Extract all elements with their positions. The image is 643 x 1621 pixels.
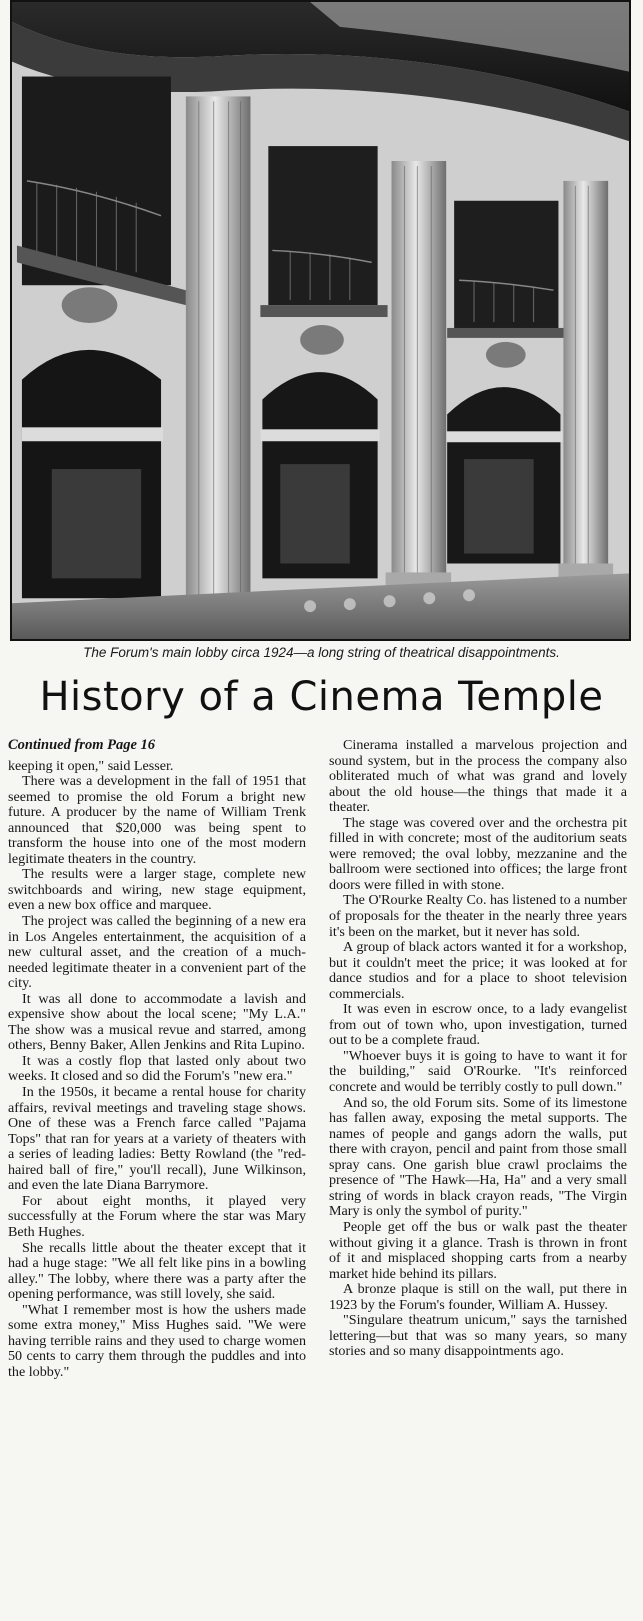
paragraph: The results were a larger stage, complete new switchboards and wiring, new stage equipment, even a new box office and marquee. xyxy=(8,866,306,914)
paragraph: It was a costly flop that lasted only about two weeks. It closed and so did the Forum's "new era." xyxy=(8,1052,306,1085)
paragraph: A group of black actors wanted it for a workshop, but it couldn't meet the price; it was looked at for dance studios and for a place to shoot television commercials. xyxy=(329,939,627,1002)
paragraph: Cinerama installed a marvelous projection and sound system, but in the process the company also obliterated much of what was grand and lovely about the old house—the things that made it a theater. xyxy=(329,737,627,816)
paragraph: For about eight months, it played very successfully at the Forum where the star was Mary Beth Hughes. xyxy=(8,1192,306,1240)
lobby-photo-illustration xyxy=(12,2,629,639)
paragraph: And so, the old Forum sits. Some of its limestone has fallen away, exposing the metal supports. The names of people and gangs adorn the walls, put there with crayon, pencil and paint from those small spray cans. One garish blue crawl proclaims the presence of "The Hawk—Ha, Ha" and a very small string of words in black crayon reads, "The Virgin Mary is only the symbol of purity." xyxy=(329,1094,627,1220)
paragraph: People get off the bus or walk past the theater without giving it a glance. Trash is thrown in front of it and misplaced shopping carts from a nearby market hide behind its pillars. xyxy=(329,1218,627,1282)
paragraph: She recalls little about the theater except that it had a huge stage: "We all felt like pins in a bowling alley." The lobby, where there was a party after the opening performance, was still lovely, she said. xyxy=(8,1239,306,1303)
paragraph: The stage was covered over and the orchestra pit filled in with concrete; most of the auditorium seats were removed; the oval lobby, mezzanine and the ballroom were sectioned into offices; the large front doors were filled in with stone. xyxy=(329,814,627,893)
paragraph: There was a development in the fall of 1951 that seemed to promise the old Forum a bright new future. A producer by the name of William Trenk announced that $20,000 was being spent to transform the house into one of the most modern legitimate theaters in the country. xyxy=(8,773,306,867)
paragraph: It was all done to accommodate a lavish and expensive show about the local scene; "My L.A." The show was a musical revue and starred, among others, Benny Baker, Allen Jenkins and Rita Lupino. xyxy=(8,990,306,1054)
paragraph: A bronze plaque is still on the wall, put there in 1923 by the Forum's founder, William A. Hussey. xyxy=(329,1281,627,1313)
paragraph: "Singulare theatrum unicum," says the tarnished lettering—but that was so many years, so many stories and so many disappointments ago. xyxy=(329,1312,627,1360)
article-column-right xyxy=(329,738,627,1360)
paragraph: The project was called the beginning of a new era in Los Angeles entertainment, the acquisition of a new cultural asset, and the creation of a much-needed legitimate theater in a convenient part of the city. xyxy=(8,913,306,992)
lobby-photograph xyxy=(10,0,631,641)
article-column-left xyxy=(8,738,306,1380)
paragraph: "Whoever buys it is going to have to want it for the building," said O'Rourke. "It's reinforced concrete and would be terribly costly to pull down." xyxy=(329,1047,627,1096)
photo-caption: The Forum's main lobby circa 1924—a long string of theatrical disappointments. xyxy=(83,645,560,660)
paragraph: The O'Rourke Realty Co. has listened to a number of proposals for the theater in the nearly three years it's been on the market, but it never has sold. xyxy=(329,892,627,940)
continued-from-label: Continued from Page 16 xyxy=(8,737,156,753)
paragraph: In the 1950s, it became a rental house for charity affairs, revival meetings and traveling stage shows. One of these was a French farce called "Pajama Tops" that ran for years at a variety of theaters with a series of leading ladies: Betty Rowland (the "red-haired ball of fire," you'll recall), June Wilkinson, and even the late Diana Barrymore. xyxy=(8,1084,306,1194)
paragraph: "What I remember most is how the ushers made some extra money," Miss Hughes said. "We were having terrible rains and they used to charge women 50 cents to carry them through the puddles and into the lobby." xyxy=(8,1301,306,1380)
headline: History of a Cinema Temple xyxy=(39,674,604,720)
paragraph: It was even in escrow once, to a lady evangelist from out of town who, upon investigation, turned out to be a complete fraud. xyxy=(329,1001,627,1049)
paragraph: keeping it open," said Lesser. xyxy=(8,757,174,774)
